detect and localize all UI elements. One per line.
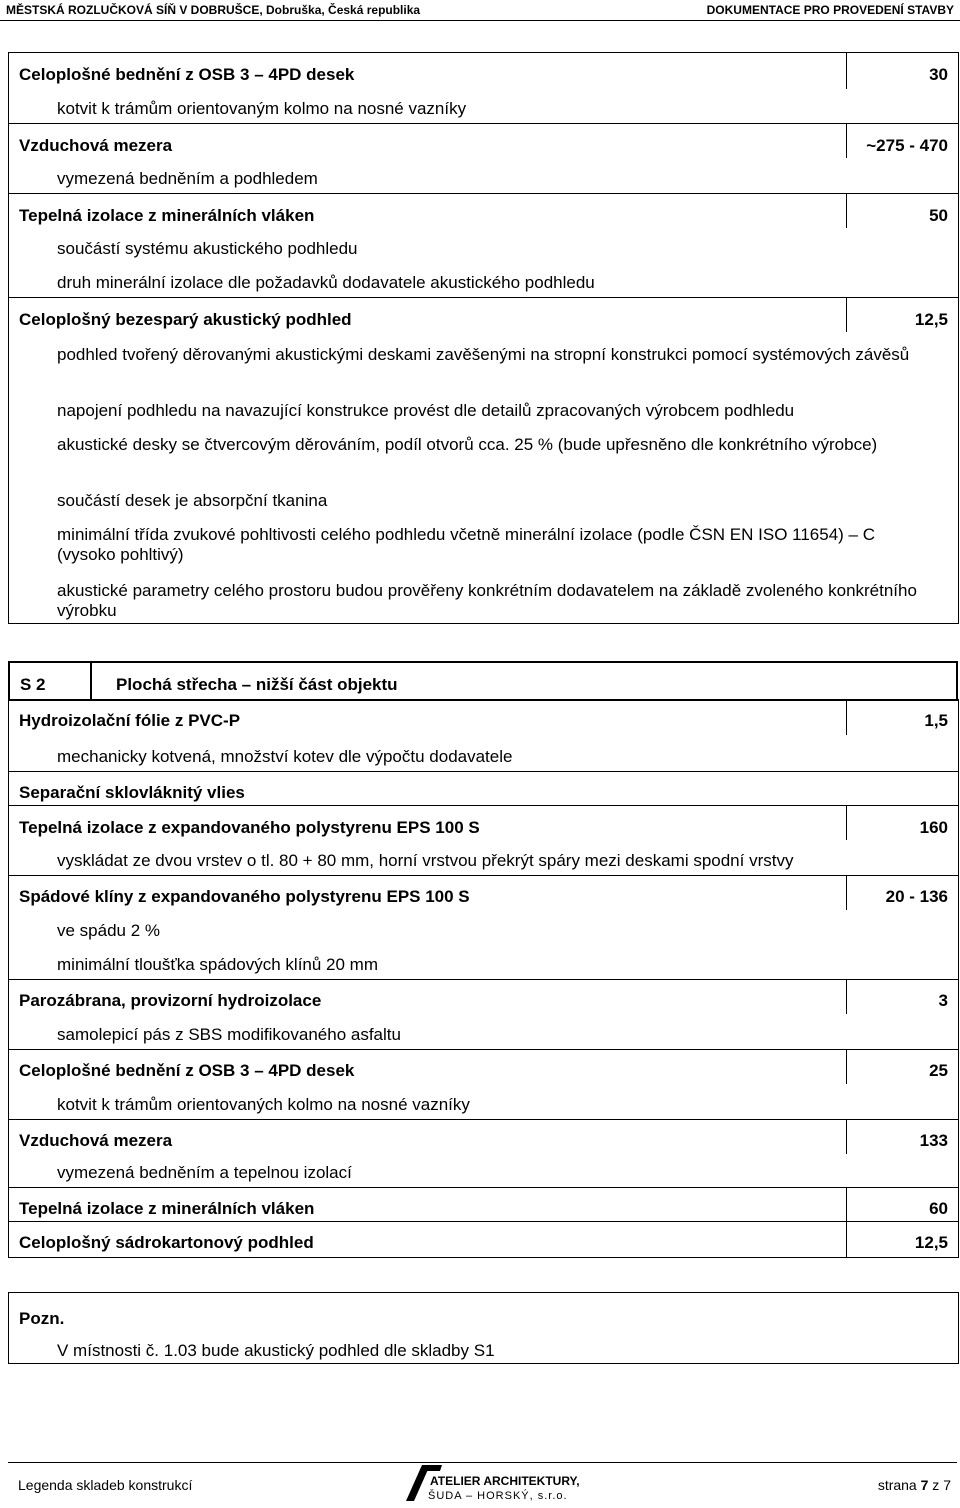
layer-note-text: kotvit k trámům orientovaným kolmo na nosné vazníky [57, 99, 467, 118]
layer-thickness: 12,5 [846, 298, 958, 332]
layer-row [9, 875, 958, 910]
layer-thickness: 30 [846, 53, 958, 89]
layer-thickness: 160 [846, 806, 958, 840]
layer-name: Celoplošný sádrokartonový podhled [19, 1233, 314, 1252]
layer-thickness: ~275 - 470 [846, 124, 958, 158]
layer-row [9, 771, 958, 806]
layer-note-text: minimální třída zvukové pohltivosti celého podhledu včetně minerální izolace (podle ČSN EN ISO 11654) – C (vysoko pohltivý) [57, 525, 875, 564]
section-code: S 2 [20, 675, 46, 694]
layer-name: Spádové klíny z expandovaného polystyrenu EPS 100 S [19, 887, 470, 906]
layer-note-text: součástí systému akustického podhledu [57, 239, 358, 258]
layer-note-text: mechanicky kotvená, množství kotev dle výpočtu dodavatele [57, 747, 513, 766]
page-separator: z [928, 1477, 944, 1493]
layer-row [9, 1187, 958, 1222]
logo-line-2: ŠUDA – HORSKÝ, s.r.o. [428, 1490, 568, 1502]
layer-row [9, 1119, 958, 1154]
layer-thickness: 3 [846, 980, 958, 1014]
layer-name: Vzduchová mezera [19, 136, 173, 155]
section-title: Plochá střecha – nižší část objektu [116, 675, 398, 694]
layer-note-text: vymezená bedněním a podhledem [57, 169, 318, 188]
atelier-logo [400, 1463, 580, 1503]
layer-thickness: 1,5 [846, 699, 958, 735]
note-box [8, 1292, 959, 1364]
layer-note-text: minimální tloušťka spádových klínů 20 mm [57, 955, 379, 974]
s1-layers-table [8, 52, 959, 624]
layer-note-text: vymezená bedněním a tepelnou izolací [57, 1163, 352, 1182]
layer-note-text: vyskládat ze dvou vrstev o tl. 80 + 80 mm, horní vrstvou překrýt spáry mezi deskami spodní vrstvy [57, 851, 794, 870]
section-header-s2 [8, 661, 958, 701]
layer-row [9, 53, 958, 89]
layer-row [9, 1221, 958, 1257]
s2-layers-table [8, 699, 959, 1258]
layer-name: Tepelná izolace z minerálních vláken [19, 206, 315, 225]
footer-doc-title: Legenda skladeb konstrukcí [18, 1477, 193, 1493]
page-footer [8, 1462, 957, 1503]
layer-thickness: 12,5 [846, 1222, 958, 1257]
note-title: Pozn. [19, 1309, 65, 1328]
section-divider [90, 663, 92, 699]
layer-note-text: druh minerální izolace dle požadavků dodavatele akustického podhledu [57, 273, 595, 292]
layer-name: Tepelná izolace z minerálních vláken [19, 1199, 315, 1218]
logo-mark-icon [400, 1463, 580, 1503]
layer-note-text: podhled tvořený děrovanými akustickými deskami zavěšenými na stropní konstrukci pomocí systémových závěsů [57, 345, 910, 364]
page-prefix: strana [877, 1477, 921, 1493]
layer-note-text: napojení podhledu na navazující konstrukce provést dle detailů zpracovaných výrobcem podhledu [57, 401, 795, 420]
layer-note-text: akustické desky se čtvercovým děrováním, podíl otvorů cca. 25 % (bude upřesněno dle konkrétního výrobce) [57, 435, 878, 454]
layer-thickness: 133 [846, 1120, 958, 1154]
layer-name: Celoplošné bednění z OSB 3 – 4PD desek [19, 1061, 355, 1080]
layer-thickness: 25 [846, 1050, 958, 1084]
layer-row [9, 1049, 958, 1084]
layer-name: Tepelná izolace z expandovaného polystyrenu EPS 100 S [19, 818, 480, 837]
layer-name: Hydroizolační fólie z PVC-P [19, 711, 241, 730]
layer-thickness: 20 - 136 [846, 876, 958, 910]
layer-row [9, 979, 958, 1014]
note-text: V místnosti č. 1.03 bude akustický podhled dle skladby S1 [57, 1341, 495, 1360]
layer-note-text: součástí desek je absorpční tkanina [57, 491, 328, 510]
page-current: 7 [920, 1477, 929, 1493]
layer-thickness: 50 [846, 194, 958, 228]
layer-row [9, 123, 958, 158]
layer-thickness: 60 [846, 1188, 958, 1222]
page-number [878, 1477, 951, 1493]
layer-name: Celoplošný bezesparý akustický podhled [19, 310, 352, 329]
layer-row [9, 193, 958, 228]
layer-row [9, 805, 958, 840]
layer-name: Celoplošné bednění z OSB 3 – 4PD desek [19, 65, 355, 84]
layer-note-text: kotvit k trámům orientovaných kolmo na nosné vazníky [57, 1095, 470, 1114]
layer-note-text: akustické parametry celého prostoru budou prověřeny konkrétním dodavatelem na základě zvoleného konkrétního výrobku [57, 581, 917, 620]
layer-name: Separační sklovláknitý vlies [19, 783, 245, 802]
layer-note-text: ve spádu 2 % [57, 921, 161, 940]
layer-name: Parozábrana, provizorní hydroizolace [19, 991, 322, 1010]
logo-line-1: ATELIER ARCHITEKTURY, [430, 1474, 580, 1488]
layer-note-text: samolepicí pás z SBS modifikovaného asfaltu [57, 1025, 401, 1044]
header-doc-type: DOKUMENTACE PRO PROVEDENÍ STAVBY [706, 3, 954, 17]
layer-row [9, 297, 958, 332]
layer-name: Vzduchová mezera [19, 1131, 173, 1150]
page-header [0, 0, 960, 21]
header-project: MĚSTSKÁ ROZLUČKOVÁ SÍŇ V DOBRUŠCE, Dobruška, Česká republika [6, 3, 421, 17]
layer-row [9, 699, 958, 735]
page-total: 7 [943, 1477, 951, 1493]
